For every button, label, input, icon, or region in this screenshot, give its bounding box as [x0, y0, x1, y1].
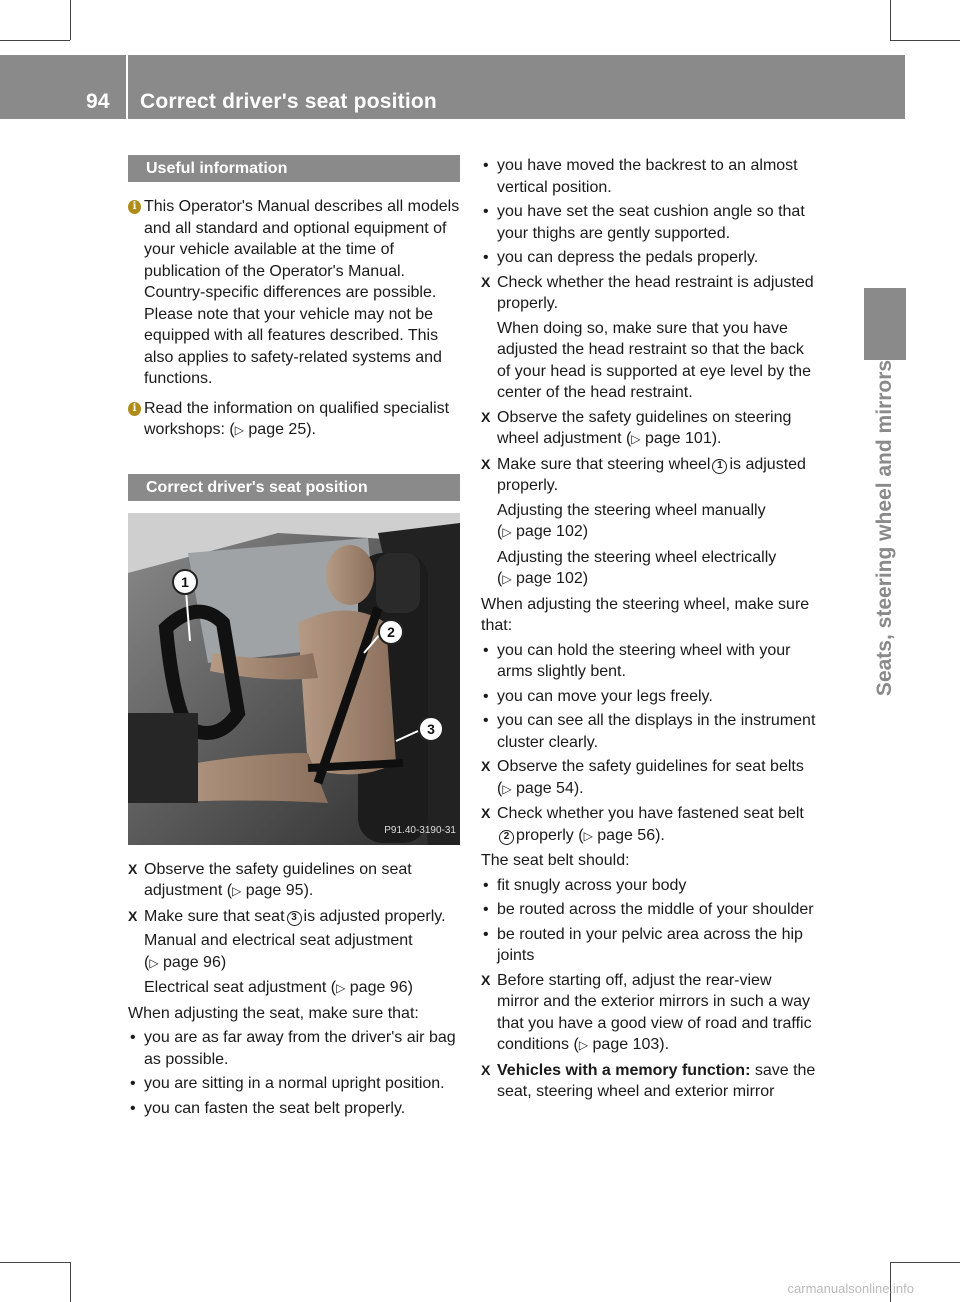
list-item-text: you are as far away from the driver's air bag as possible. [144, 1029, 456, 1068]
list-item [481, 710, 816, 753]
step-arrow-icon: X [481, 273, 491, 290]
page-reference[interactable]: page 102) [516, 523, 589, 540]
step-text: is adjusted properly. [303, 907, 446, 925]
page-reference[interactable]: page 25). [248, 421, 316, 438]
page-ref-arrow-icon: ▷ [234, 423, 244, 437]
page-header [0, 55, 905, 119]
bullet-icon: • [483, 712, 489, 729]
page-ref-arrow-icon: ▷ [631, 432, 641, 446]
sub-text-line: Manual and electrical seat adjustment [144, 932, 413, 949]
footer-watermark: carmanualsonline.info [787, 1281, 914, 1296]
step-arrow-icon: X [481, 455, 491, 472]
page-ref-arrow-icon: ▷ [336, 981, 346, 995]
sub-text-line: Electrical seat adjustment ( [144, 979, 337, 996]
sub-text [128, 930, 460, 974]
step-item [481, 756, 816, 800]
bullet-icon: • [483, 641, 489, 659]
sub-text [128, 977, 460, 1000]
paragraph: When adjusting the steering wheel, make sure that: [481, 595, 810, 634]
page-ref-arrow-icon: ▷ [502, 781, 512, 796]
driver-seat-illustration [128, 513, 460, 845]
bullet-icon: • [483, 925, 489, 943]
page-reference[interactable]: page 96) [349, 979, 413, 996]
bullet-icon: • [130, 1099, 136, 1117]
page-reference[interactable]: page 102) [516, 570, 589, 587]
info-icon: i [128, 200, 141, 214]
step-text: Check whether you have fastened seat belt [497, 805, 804, 822]
paragraph: The seat belt should: [481, 852, 630, 869]
info-note [128, 196, 460, 390]
list-item [481, 924, 816, 967]
page-ref-arrow-icon: ▷ [149, 955, 159, 970]
step-item [481, 407, 816, 451]
list-item-text: be routed across the middle of your shoulder [497, 901, 814, 918]
list-item [481, 201, 816, 244]
callout-seat: 3 [418, 716, 444, 742]
sub-text [481, 500, 816, 544]
crop-mark [0, 1262, 70, 1263]
page-reference[interactable]: page 96) [163, 953, 227, 971]
list-item [481, 899, 816, 921]
bullet-icon: • [483, 901, 489, 918]
step-item [128, 906, 460, 928]
info-note [128, 398, 460, 442]
step-item [481, 454, 816, 497]
list-item-text: you can fasten the seat belt properly. [144, 1099, 406, 1117]
page-reference[interactable]: page 101). [644, 430, 722, 447]
step-heading: Vehicles with a memory function: [497, 1061, 751, 1079]
step-arrow-icon: X [128, 907, 138, 924]
page-ref-arrow-icon: ▷ [502, 525, 512, 539]
sub-text: When doing so, make sure that you have adjusted the head restraint so that the back of your head is supported at eye level by the center of the head restraint. [497, 319, 811, 401]
step-arrow-icon: X [481, 758, 491, 774]
list-item [128, 1027, 460, 1070]
header-divider [126, 55, 128, 119]
info-icon: i [128, 402, 141, 416]
callout-seat-belt: 2 [378, 619, 404, 645]
step-text: save the seat, steering wheel and exterior mirror [497, 1061, 816, 1100]
step-text: is adjusted properly. [497, 455, 806, 494]
list-item-text: you can depress the pedals properly. [497, 249, 759, 266]
step-item [481, 970, 816, 1057]
step-text: Before starting off, adjust the rear-view mirror and the exterior mirrors in such a way that you have a good view of road and traffic conditions ( [497, 971, 812, 1053]
section-useful-information: Useful information [128, 155, 460, 182]
list-item-text: you have moved the backrest to an almost vertical position. [497, 157, 798, 196]
crop-mark [70, 1262, 71, 1302]
bullet-icon: • [483, 687, 489, 705]
bullet-icon: • [483, 249, 489, 266]
callout-steering-wheel: 1 [172, 569, 198, 595]
page-reference[interactable]: page 56). [597, 826, 665, 844]
bullet-icon: • [483, 876, 489, 894]
ref-number-2: 2 [499, 830, 514, 845]
figure-code: P91.40-3190-31 [384, 825, 456, 836]
list-item-text: you are sitting in a normal upright position. [144, 1075, 445, 1092]
page-number: 94 [86, 90, 110, 113]
paren: ( [144, 953, 150, 971]
step-item [481, 1060, 816, 1103]
step-item [481, 272, 816, 315]
seat-photo-graphic [128, 513, 460, 845]
section-seat-position: Correct driver's seat position [128, 474, 460, 501]
page-ref-arrow-icon: ▷ [502, 572, 512, 586]
bullet-icon: • [130, 1029, 136, 1046]
page-ref-arrow-icon: ▷ [583, 828, 593, 843]
list-item [481, 155, 816, 198]
page-reference[interactable]: page 54). [516, 779, 584, 797]
sub-text-line: Adjusting the steering wheel electrically [497, 548, 777, 566]
paren: ( [497, 570, 503, 587]
list-item-text: you can hold the steering wheel with your arms slightly bent. [497, 641, 791, 680]
paren: ( [497, 523, 503, 540]
crop-mark [70, 0, 71, 40]
info-text: This Operator's Manual describes all models and all standard and optional equipment of your vehicle available at the time of publication of the Operator's Manual. Country-specific differences are possible. Please note that your vehicle may not be equipped with all features described. This also applies to safety-related systems and functions. [144, 198, 460, 387]
step-text: Check whether the head restraint is adjusted properly. [497, 273, 814, 312]
right-column [481, 155, 816, 1103]
list-item-text: you can move your legs freely. [497, 687, 713, 705]
list-item-text: you have set the seat cushion angle so that your thighs are gently supported. [497, 203, 805, 242]
step-text: Make sure that steering wheel [497, 455, 711, 473]
page-title: Correct driver's seat position [140, 90, 437, 113]
bullet-icon: • [483, 157, 489, 174]
step-arrow-icon: X [128, 860, 138, 877]
page-reference[interactable]: page 95). [245, 882, 314, 899]
crop-mark [0, 40, 70, 41]
list-item-text: be routed in your pelvic area across the hip joints [497, 925, 803, 964]
step-arrow-icon: X [481, 408, 491, 425]
list-item [128, 1098, 460, 1120]
sub-text [481, 547, 816, 591]
page-ref-arrow-icon: ▷ [578, 1038, 589, 1052]
ref-number-1: 1 [712, 459, 727, 474]
sub-text-line: Adjusting the steering wheel manually [497, 501, 766, 519]
step-item [128, 859, 460, 903]
step-arrow-icon: X [481, 805, 491, 821]
page-ref-arrow-icon: ▷ [232, 884, 242, 898]
step-text: Make sure that seat [144, 907, 285, 925]
list-item-text: fit snugly across your body [497, 876, 687, 894]
list-item-text: you can see all the displays in the instrument cluster clearly. [497, 712, 816, 751]
step-arrow-icon: X [481, 1061, 491, 1078]
list-item [481, 875, 816, 897]
crop-mark [890, 1262, 960, 1263]
step-text: properly ( [516, 826, 584, 844]
page-reference[interactable]: page 103). [592, 1036, 670, 1053]
step-arrow-icon: X [481, 971, 491, 988]
list-item [481, 640, 816, 683]
step-text: Observe the safety guidelines on steering wheel adjustment ( [497, 408, 792, 447]
step-item [481, 803, 816, 847]
left-column [128, 155, 460, 1119]
chapter-tab [864, 288, 906, 360]
crop-mark [890, 0, 891, 40]
step-text: Observe the safety guidelines for seat belts ( [497, 758, 804, 797]
chapter-title: Seats, steering wheel and mirrors [873, 359, 896, 697]
list-item [481, 247, 816, 269]
bullet-icon: • [130, 1075, 136, 1092]
ref-number-3: 3 [287, 911, 302, 926]
paragraph: When adjusting the seat, make sure that: [128, 1004, 419, 1022]
crop-mark [890, 40, 960, 41]
list-item [481, 686, 816, 708]
info-text: Read the information on qualified specialist workshops: ( [144, 399, 450, 438]
bullet-icon: • [483, 203, 489, 220]
step-text: Observe the safety guidelines on seat adjustment ( [144, 860, 412, 899]
list-item [128, 1073, 460, 1095]
